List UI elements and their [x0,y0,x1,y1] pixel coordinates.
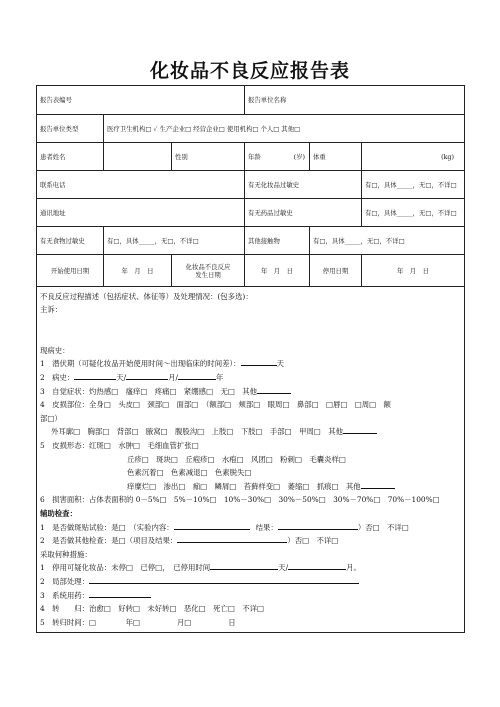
latency-blank[interactable] [241,357,277,366]
age-unit: (岁) [293,152,305,161]
row-report-id [37,86,465,115]
report-no-label: 报告表编号 [37,86,245,115]
symptoms-other-blank[interactable] [257,385,291,394]
days-text: 天/ [116,373,127,383]
years-blank[interactable] [178,371,216,380]
history-duration-label: 2 病史： [40,373,75,383]
other-exam-end: ）否□ 不详□ [287,536,339,546]
patch-test-result-blank[interactable] [278,521,358,530]
latency-text: 1 潜伏期（可疑化妆品开始使用时间～出现临床的时间差）： [40,359,241,369]
lesion-morphology-line-3: 色素沉着□ 色素减退□ 色素脱失□ [127,468,252,478]
onset-date-label-line2: 发生日期 [195,270,221,279]
stop-days-blank[interactable] [210,561,278,570]
outcome-line: 4 转 归：治愈□ 好转□ 未好转□ 恶化□ 死亡□ 不详□ [40,604,264,614]
lesion-area-line: 6 损害面积：占体表面积的 0－5%□ 5%－10%□ 10%－30%□ 30%－50%□ 30%－70%□ 70%－100%□ [40,495,440,505]
row-address [37,199,465,227]
form-title: 化妆品不良反应报告表 [149,60,350,82]
onset-date-value[interactable]: 年 月 日 [245,255,310,287]
row-patient [37,143,465,171]
symptoms-line [40,385,461,399]
years-text: 年 [216,373,224,383]
row-food-allergy [37,227,465,255]
chief-complaint-label: 主诉： [40,305,63,315]
patch-test-end: ）否□ 不详□ [357,522,409,532]
food-allergy-answer[interactable]: 有□，具体_____，无□，不详□ [104,227,245,255]
lesion-site-line-2: 部□） [40,413,62,423]
phone-label: 联系电话 [37,171,245,199]
age-cell[interactable] [245,143,310,171]
start-date-value[interactable]: 年 月 日 [104,255,172,287]
stop-days-text: 天/ [278,563,289,573]
cosmetic-allergy-answer[interactable]: 有□，具体_____，无□，不详□ [362,171,465,199]
latency-line [40,357,461,371]
morphology-other-blank[interactable] [361,480,395,489]
lesion-morphology-line: 5 皮损形态：红斑□ 水肿□ 毛细血管扩张□ [40,441,199,451]
stop-date-label: 停用日期 [310,255,362,287]
stop-months-blank[interactable] [288,561,346,570]
age-label: 年龄 [248,152,261,161]
stop-use-line [40,561,461,575]
days-blank[interactable] [74,371,116,380]
history-duration-line [40,371,461,385]
patch-test-text: 1 是否做斑贴试验：是□ （实验内容： [40,522,174,532]
patch-test-content-blank[interactable] [174,521,250,530]
lesion-site-text-3: 外耳廓□ 胸部□ 背部□ 腋窝□ 腹股沟□ 上肢□ 下肢□ 手部□ 甲周□ 其他 [51,427,343,437]
description-cell[interactable] [37,287,465,633]
unit-name-label: 报告单位名称 [245,86,465,115]
latency-unit: 天 [276,359,284,369]
lesion-morphology-line-4 [40,480,461,494]
desc-header: 不良反应过程描述（包括症状、体征等）及处理情况：(包多选)： [40,291,253,301]
systemic-drug-line [40,589,461,603]
history-label: 现病史： [40,345,70,355]
local-treatment-line [40,575,461,589]
row-description [37,287,465,633]
start-date-label: 开始使用日期 [37,255,104,287]
report-form-table [36,85,465,633]
other-contact-answer[interactable]: 有□，具体_____，无□，不详□ [310,227,465,255]
unit-type-label: 报告单位类型 [37,115,104,143]
stop-months-text: 月。 [346,563,361,573]
drug-allergy-label: 有无药品过敏史 [245,199,362,227]
row-dates [37,255,465,287]
systemic-drug-blank[interactable] [89,589,151,598]
row-unit-type [37,115,465,143]
auxiliary-exam-label: 辅助检查： [40,508,77,518]
months-blank[interactable] [126,371,168,380]
address-label: 通讯地址 [37,199,245,227]
onset-date-label-line1: 化妆品不良反应 [185,262,231,271]
patient-name-value[interactable] [104,143,172,171]
outcome-time-line: 5 转归时间：□ 年□ 月□ 日 [40,617,236,627]
other-exam-text: 2 是否做其他检查：是□（项目及结果： [40,536,178,546]
onset-date-label [172,255,245,287]
patch-test-line [40,521,461,535]
symptoms-text: 3 自觉症状：灼热感□ 瘙痒□ 疼痛□ 紧绷感□ 无□ 其他 [40,386,257,396]
food-allergy-label: 有无食物过敏史 [37,227,104,255]
patient-name-label: 患者姓名 [37,143,104,171]
lesion-site-line-3 [40,425,461,439]
other-contact-label: 其他接触物 [245,227,310,255]
gender-label: 性别 [172,143,245,171]
stop-use-text: 1 停用可疑化妆品：未停□ 已停□， 已停用时间 [40,563,211,573]
row-phone [37,171,465,199]
patch-test-result-label: 结果： [255,522,278,532]
lesion-morphology-line-2: 丘疹□ 斑块□ 丘疱疹□ 水疱□ 风团□ 粉刺□ 毛囊炎样□ [127,454,346,464]
systemic-drug-text: 3 系统用药： [40,590,90,600]
local-treatment-blank[interactable] [89,575,359,584]
weight-label: 体重 [310,143,362,171]
unit-type-options[interactable]: 医疗卫生机构□ ✓ 生产企业□ 经营企业□ 使用机构□ 个人□ 其他□ [104,115,465,143]
site-other-blank[interactable] [343,425,377,434]
months-text: 月/ [168,373,179,383]
weight-unit[interactable]: (kg) [362,143,465,171]
lesion-morphology-text-4: 痒糜烂□ 渗出□ 痂□ 鳞屑□ 苔藓样变□ 萎缩□ 抓痕□ 其他 [127,481,361,491]
other-exam-line [40,534,461,548]
stop-date-value[interactable]: 年 月 日 [362,255,465,287]
measures-label: 采取何种措施： [40,549,92,559]
drug-allergy-answer[interactable]: 有□，具体_____，无□，不详□ [362,199,465,227]
local-treatment-text: 2 局部处理： [40,576,90,586]
lesion-site-line: 4 皮损部位：全身□ 头皮□ 颈部□ 面部□ （额部□ 颊部□ 眼周□ 鼻部□ □唇□ □周□ 额 [40,400,391,410]
cosmetic-allergy-label: 有无化妆品过敏史 [245,171,362,199]
other-exam-blank[interactable] [177,534,287,543]
